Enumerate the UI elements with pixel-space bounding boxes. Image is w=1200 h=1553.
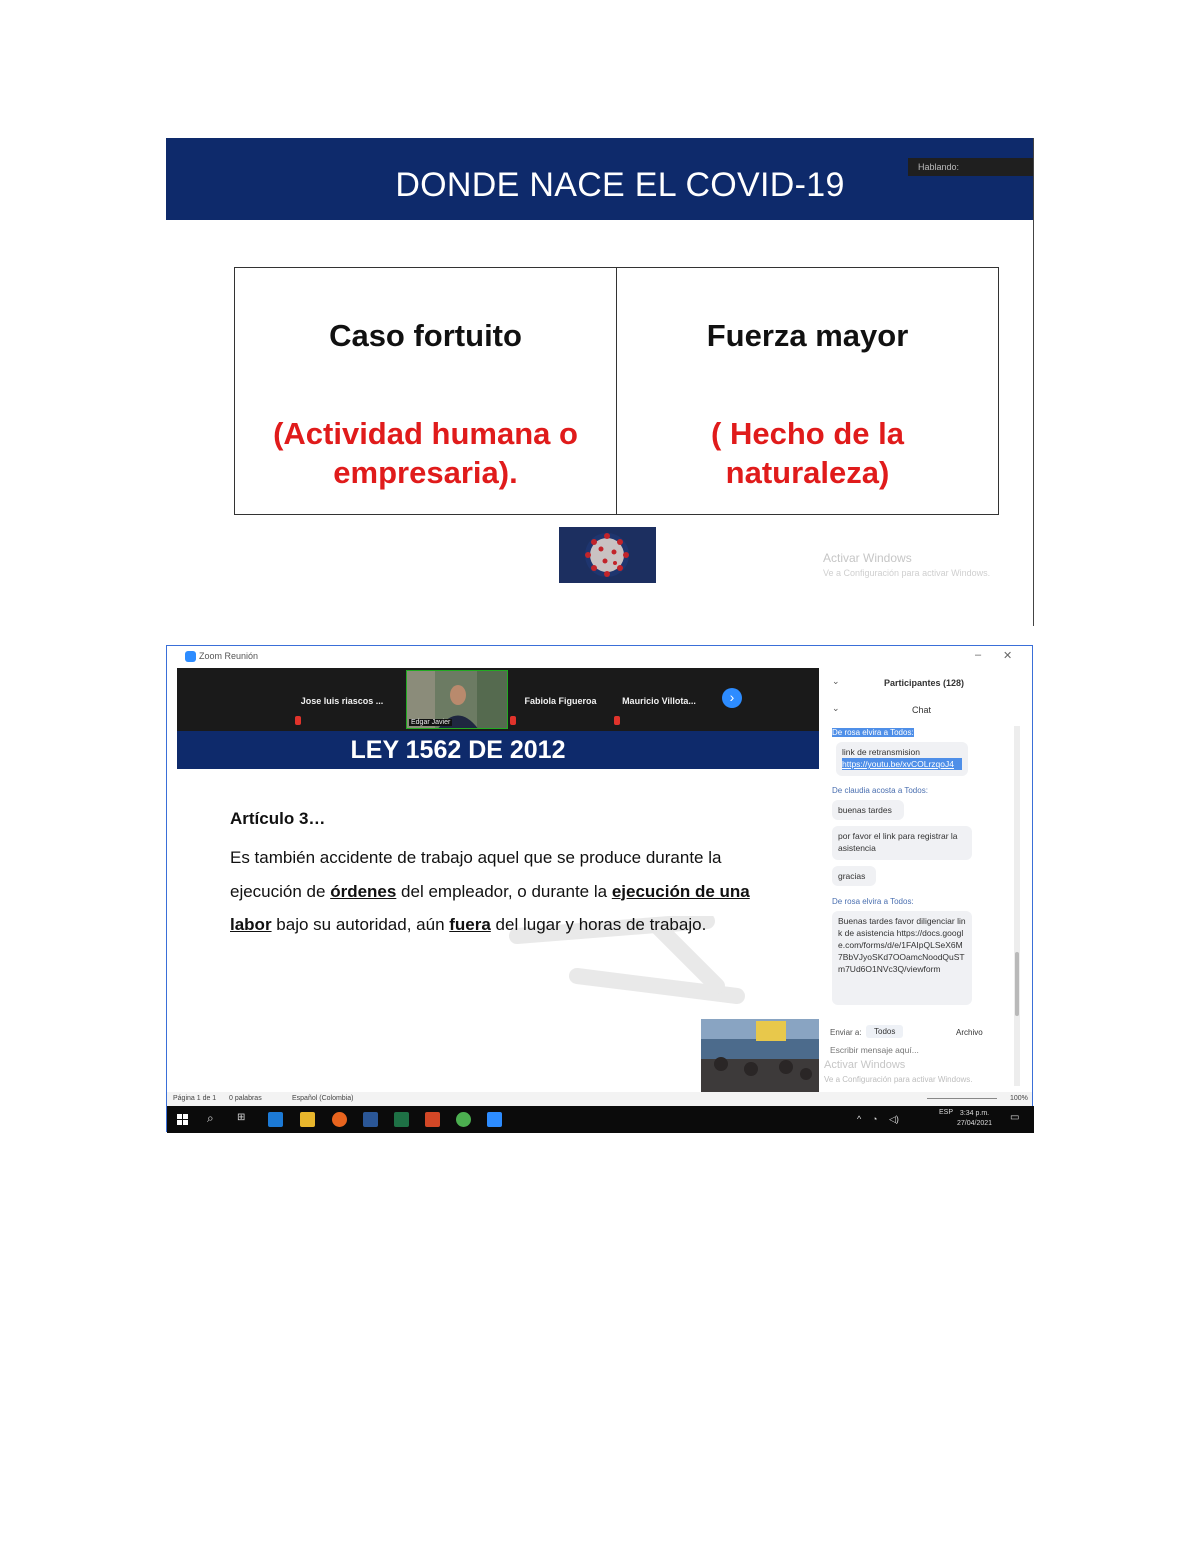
- article-heading: Artículo 3…: [230, 809, 326, 828]
- muted-mic-icon: [295, 716, 301, 725]
- windows-start-icon[interactable]: [177, 1114, 188, 1125]
- edge-icon[interactable]: [268, 1112, 283, 1127]
- cell-heading: Caso fortuito: [329, 318, 522, 353]
- excel-icon[interactable]: [394, 1112, 409, 1127]
- covid-slide: [166, 138, 1034, 626]
- article-text-part: Es también accidente de trabajo aquel que se produce durante la ejecución de: [230, 848, 722, 901]
- next-page-arrow-icon[interactable]: ›: [722, 688, 742, 708]
- chat-message: [836, 742, 968, 776]
- input-language[interactable]: ESP: [939, 1109, 954, 1116]
- chat-message-text: link de retransmision: [842, 747, 920, 757]
- participant-tile[interactable]: [508, 668, 613, 731]
- file-button[interactable]: Archivo: [956, 1028, 983, 1037]
- comparison-table: [234, 267, 999, 515]
- page-count: Página 1 de 1: [173, 1095, 217, 1102]
- volume-icon[interactable]: ◁): [889, 1114, 899, 1124]
- system-clock[interactable]: [957, 1109, 992, 1129]
- search-icon[interactable]: ⌕: [207, 1111, 214, 1125]
- collapse-chevron-icon[interactable]: ⌄: [832, 703, 840, 713]
- status-bar: [167, 1092, 1032, 1106]
- chat-scrollbar[interactable]: [1014, 726, 1020, 1086]
- speaking-indicator: Hablando:: [908, 158, 1033, 176]
- file-explorer-icon[interactable]: [300, 1112, 315, 1127]
- clock-date: 27/04/2021: [957, 1120, 993, 1127]
- clock-time: 3:34 p.m.: [959, 1110, 990, 1117]
- language[interactable]: Español (Colombia): [292, 1095, 354, 1102]
- chat-sender: De rosa elvira a Todos:: [832, 897, 914, 906]
- chat-input[interactable]: Escribir mensaje aquí...: [830, 1045, 919, 1055]
- network-icon[interactable]: ◔: [872, 1114, 878, 1124]
- article-emphasis: ejecución de una labor: [230, 881, 750, 934]
- window-title: Zoom Reunión: [199, 651, 259, 661]
- activate-windows-watermark: Activar Windows: [824, 1059, 906, 1071]
- chat-scroll-thumb[interactable]: [1015, 952, 1019, 1016]
- word-icon[interactable]: [363, 1112, 378, 1127]
- cell-description: (Actividad humana o empresaria).: [273, 416, 578, 490]
- participant-gallery: [177, 668, 819, 731]
- activate-windows-watermark: Activar Windows: [823, 551, 912, 565]
- firefox-icon[interactable]: [332, 1112, 347, 1127]
- slide-title: DONDE NACE EL COVID-19: [395, 166, 845, 204]
- participants-header[interactable]: Participantes (128): [884, 678, 965, 688]
- cell-description: ( Hecho de la naturaleza): [711, 416, 904, 490]
- muted-mic-icon: [614, 716, 620, 725]
- activate-windows-subtext: Ve a Configuración para activar Windows.: [823, 568, 991, 578]
- participant-name: Fabiola Figueroa: [524, 696, 597, 706]
- coronavirus-image: [559, 527, 656, 583]
- close-icon[interactable]: ✕: [1003, 650, 1013, 662]
- chat-message: gracias: [832, 866, 876, 886]
- article-emphasis: órdenes: [330, 881, 397, 901]
- collapse-chevron-icon[interactable]: ⌄: [832, 676, 840, 686]
- article-text-part: del empleador, o durante la: [396, 881, 612, 901]
- article-text-part: bajo su autoridad, aún: [271, 915, 450, 934]
- zoom-app-icon[interactable]: [487, 1112, 502, 1127]
- zoom-logo-icon: [185, 651, 196, 662]
- chat-message: por favor el link para registrar la asistencia: [832, 826, 972, 860]
- zoom-level: 100%: [1010, 1095, 1028, 1102]
- participant-name: Mauricio Villota...: [622, 696, 696, 706]
- chat-header[interactable]: Chat: [912, 705, 932, 715]
- chat-link[interactable]: https://youtu.be/xvCOLrzqoJ4: [842, 758, 962, 770]
- send-to-dropdown[interactable]: Todos: [866, 1025, 903, 1038]
- article-text: [230, 841, 765, 942]
- activate-windows-subtext: Ve a Configuración para activar Windows.: [824, 1075, 973, 1084]
- participant-video-tile[interactable]: [406, 670, 508, 729]
- send-to-label: Enviar a:: [830, 1028, 862, 1037]
- table-cell-fuerza-mayor: [616, 268, 998, 514]
- participant-tile[interactable]: [609, 668, 709, 731]
- participant-name: Jose luis riascos ...: [300, 696, 384, 706]
- chat-message: Buenas tardes favor diligenciar link de asistencia https://docs.google.com/forms/d/e/1FAIpQLSeX6M7BbVJyoSKd7OOamcNoodQuSTm7Ud6O1NVc3Q/viewform: [832, 911, 972, 1005]
- window-titlebar: [167, 646, 1032, 668]
- chat-sender: De claudia acosta a Todos:: [832, 786, 928, 795]
- table-cell-caso-fortuito: [235, 268, 616, 514]
- article-emphasis: fuera: [449, 915, 491, 934]
- participant-tile[interactable]: [287, 668, 397, 731]
- cell-heading: Fuerza mayor: [706, 318, 909, 353]
- task-view-icon[interactable]: ⊞: [237, 1112, 246, 1123]
- article-text-part: del lugar y horas de trabajo.: [490, 915, 707, 934]
- chat-sender: De rosa elvira a Todos:: [832, 728, 914, 737]
- law-slide-title: LEY 1562 DE 2012: [350, 736, 566, 764]
- chat-message: buenas tardes: [832, 800, 904, 820]
- chrome-icon[interactable]: [456, 1112, 471, 1127]
- powerpoint-icon[interactable]: [425, 1112, 440, 1127]
- windows-taskbar: [167, 1106, 1034, 1133]
- zoom-meeting-window: [166, 645, 1033, 1132]
- notifications-icon[interactable]: ▭: [1010, 1112, 1020, 1123]
- video-name-label: Edgar Javier: [411, 719, 451, 726]
- muted-mic-icon: [510, 716, 516, 725]
- side-panel: [822, 668, 1022, 1092]
- zoom-slider[interactable]: [927, 1098, 997, 1099]
- word-count: 0 palabras: [229, 1095, 262, 1102]
- self-video-thumbnail[interactable]: [701, 1019, 819, 1092]
- tray-chevron-icon[interactable]: ^: [857, 1114, 862, 1124]
- minimize-icon[interactable]: –: [975, 649, 982, 661]
